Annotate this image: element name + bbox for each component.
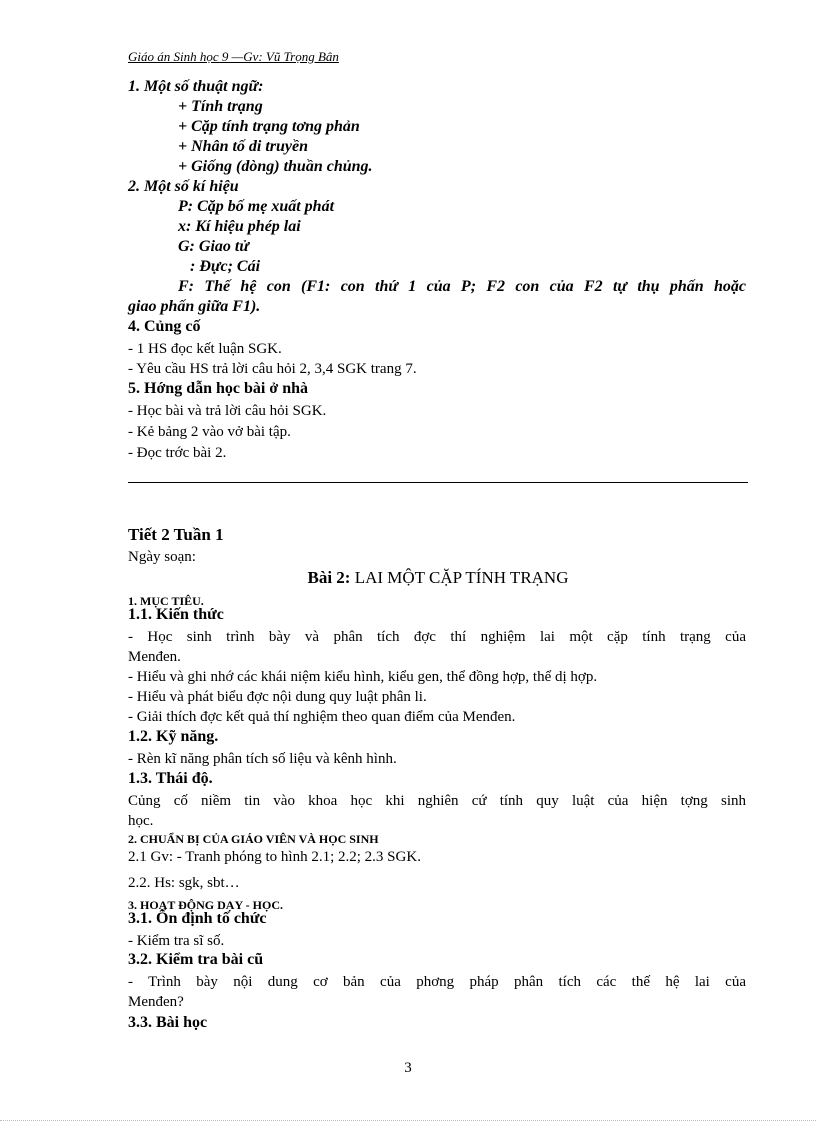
- f-generation-line: F: Thế hệ con (F1: con thứ 1 của P; F2 con của F2 tự thụ phấn hoặc: [178, 278, 746, 295]
- homework-item: - Kẻ bảng 2 vào vở bài tập.: [128, 424, 291, 440]
- symbol-item: P: Cặp bố mẹ xuất phát: [178, 198, 335, 215]
- knowledge-item: - Giải thích đợc kết quả thí nghiệm theo quan điểm của Menđen.: [128, 709, 516, 725]
- f-generation-line-cont: giao phấn giữa F1).: [128, 298, 261, 315]
- knowledge-item: - Học sinh trình bày và phân tích đợc thí nghiệm lai một cặp tính trạng của: [128, 629, 746, 645]
- section-divider: [128, 482, 748, 483]
- lesson-title: [0, 568, 816, 588]
- symbol-item: G: Giao tử: [178, 238, 249, 255]
- consolidation-item: - 1 HS đọc kết luận SGK.: [128, 341, 282, 357]
- review-item-cont: Menđen?: [128, 994, 184, 1010]
- activities-heading: 3. HOẠT ĐỘNG DẠY - HỌC.: [128, 898, 284, 912]
- knowledge-item-cont: Menđen.: [128, 649, 181, 665]
- homework-item: - Học bài và trả lời câu hỏi SGK.: [128, 403, 327, 419]
- term-item: + Nhân tố di truyền: [178, 138, 309, 155]
- organization-item: - Kiểm tra sĩ số.: [128, 933, 225, 949]
- consolidation-item: - Yêu cầu HS trả lời câu hỏi 2, 3,4 SGK trang 7.: [128, 361, 417, 377]
- date-label: Ngày soạn:: [128, 549, 196, 565]
- term-item: + Cặp tính trạng tơng phản: [178, 118, 360, 135]
- symbol-item: x: Kí hiệu phép lai: [178, 218, 301, 235]
- page-number: 3: [404, 1060, 412, 1076]
- period-heading: Tiết 2 Tuần 1: [128, 525, 224, 544]
- knowledge-heading: 1.1. Kiến thức: [128, 606, 224, 623]
- new-lesson-heading: 3.3. Bài học: [128, 1014, 208, 1031]
- section-5-title: 5. Hớng dẫn học bài ở nhà: [128, 380, 308, 397]
- student-prep: 2.2. Hs: sgk, sbt…: [128, 875, 240, 891]
- knowledge-item: - Hiểu và phát biểu đợc nội dung quy luật phân li.: [128, 689, 427, 705]
- skills-item: - Rèn kĩ năng phân tích số liệu và kênh hình.: [128, 751, 397, 767]
- term-item: + Giống (dòng) thuần chủng.: [178, 158, 373, 175]
- page-header: Giáo án Sinh học 9 —Gv: Vũ Trọng Bân: [128, 49, 339, 64]
- lesson-title-prefix: Bài 2:: [307, 568, 351, 587]
- attitude-heading: 1.3. Thái độ.: [128, 770, 213, 787]
- preparation-heading: 2. CHUẨN BỊ CỦA GIÁO VIÊN VÀ HỌC SINH: [128, 832, 379, 846]
- teacher-prep: 2.1 Gv: - Tranh phóng to hình 2.1; 2.2; 2.3 SGK.: [128, 849, 421, 865]
- symbol-item: : Đực; Cái: [190, 258, 261, 275]
- skills-heading: 1.2. Kỹ năng.: [128, 728, 219, 745]
- attitude-item-cont: học.: [128, 813, 154, 829]
- objectives-heading: 1. MỤC TIÊU.: [128, 594, 204, 608]
- section-1-title: 1. Một số thuật ngữ:: [128, 78, 264, 95]
- review-heading: 3.2. Kiểm tra bài cũ: [128, 951, 264, 968]
- attitude-item: Củng cố niềm tin vào khoa học khi nghiên cứ tính quy luật của hiện tợng sinh: [128, 793, 746, 809]
- review-item: - Trình bày nội dung cơ bản của phơng pháp phân tích các thế hệ lai của: [128, 974, 746, 990]
- organization-heading: 3.1. Ổn định tổ chức: [128, 910, 267, 927]
- section-4-title: 4. Củng cố: [128, 318, 201, 335]
- term-item: + Tính trạng: [178, 98, 263, 115]
- lesson-title-text: LAI MỘT CẶP TÍNH TRẠNG: [354, 568, 569, 587]
- page-border: [0, 1120, 816, 1121]
- section-2-title: 2. Một số kí hiệu: [128, 178, 239, 195]
- knowledge-item: - Hiểu và ghi nhớ các khái niệm kiểu hình, kiểu gen, thể đồng hợp, thể dị hợp.: [128, 669, 598, 685]
- homework-item: - Đọc trớc bài 2.: [128, 445, 227, 461]
